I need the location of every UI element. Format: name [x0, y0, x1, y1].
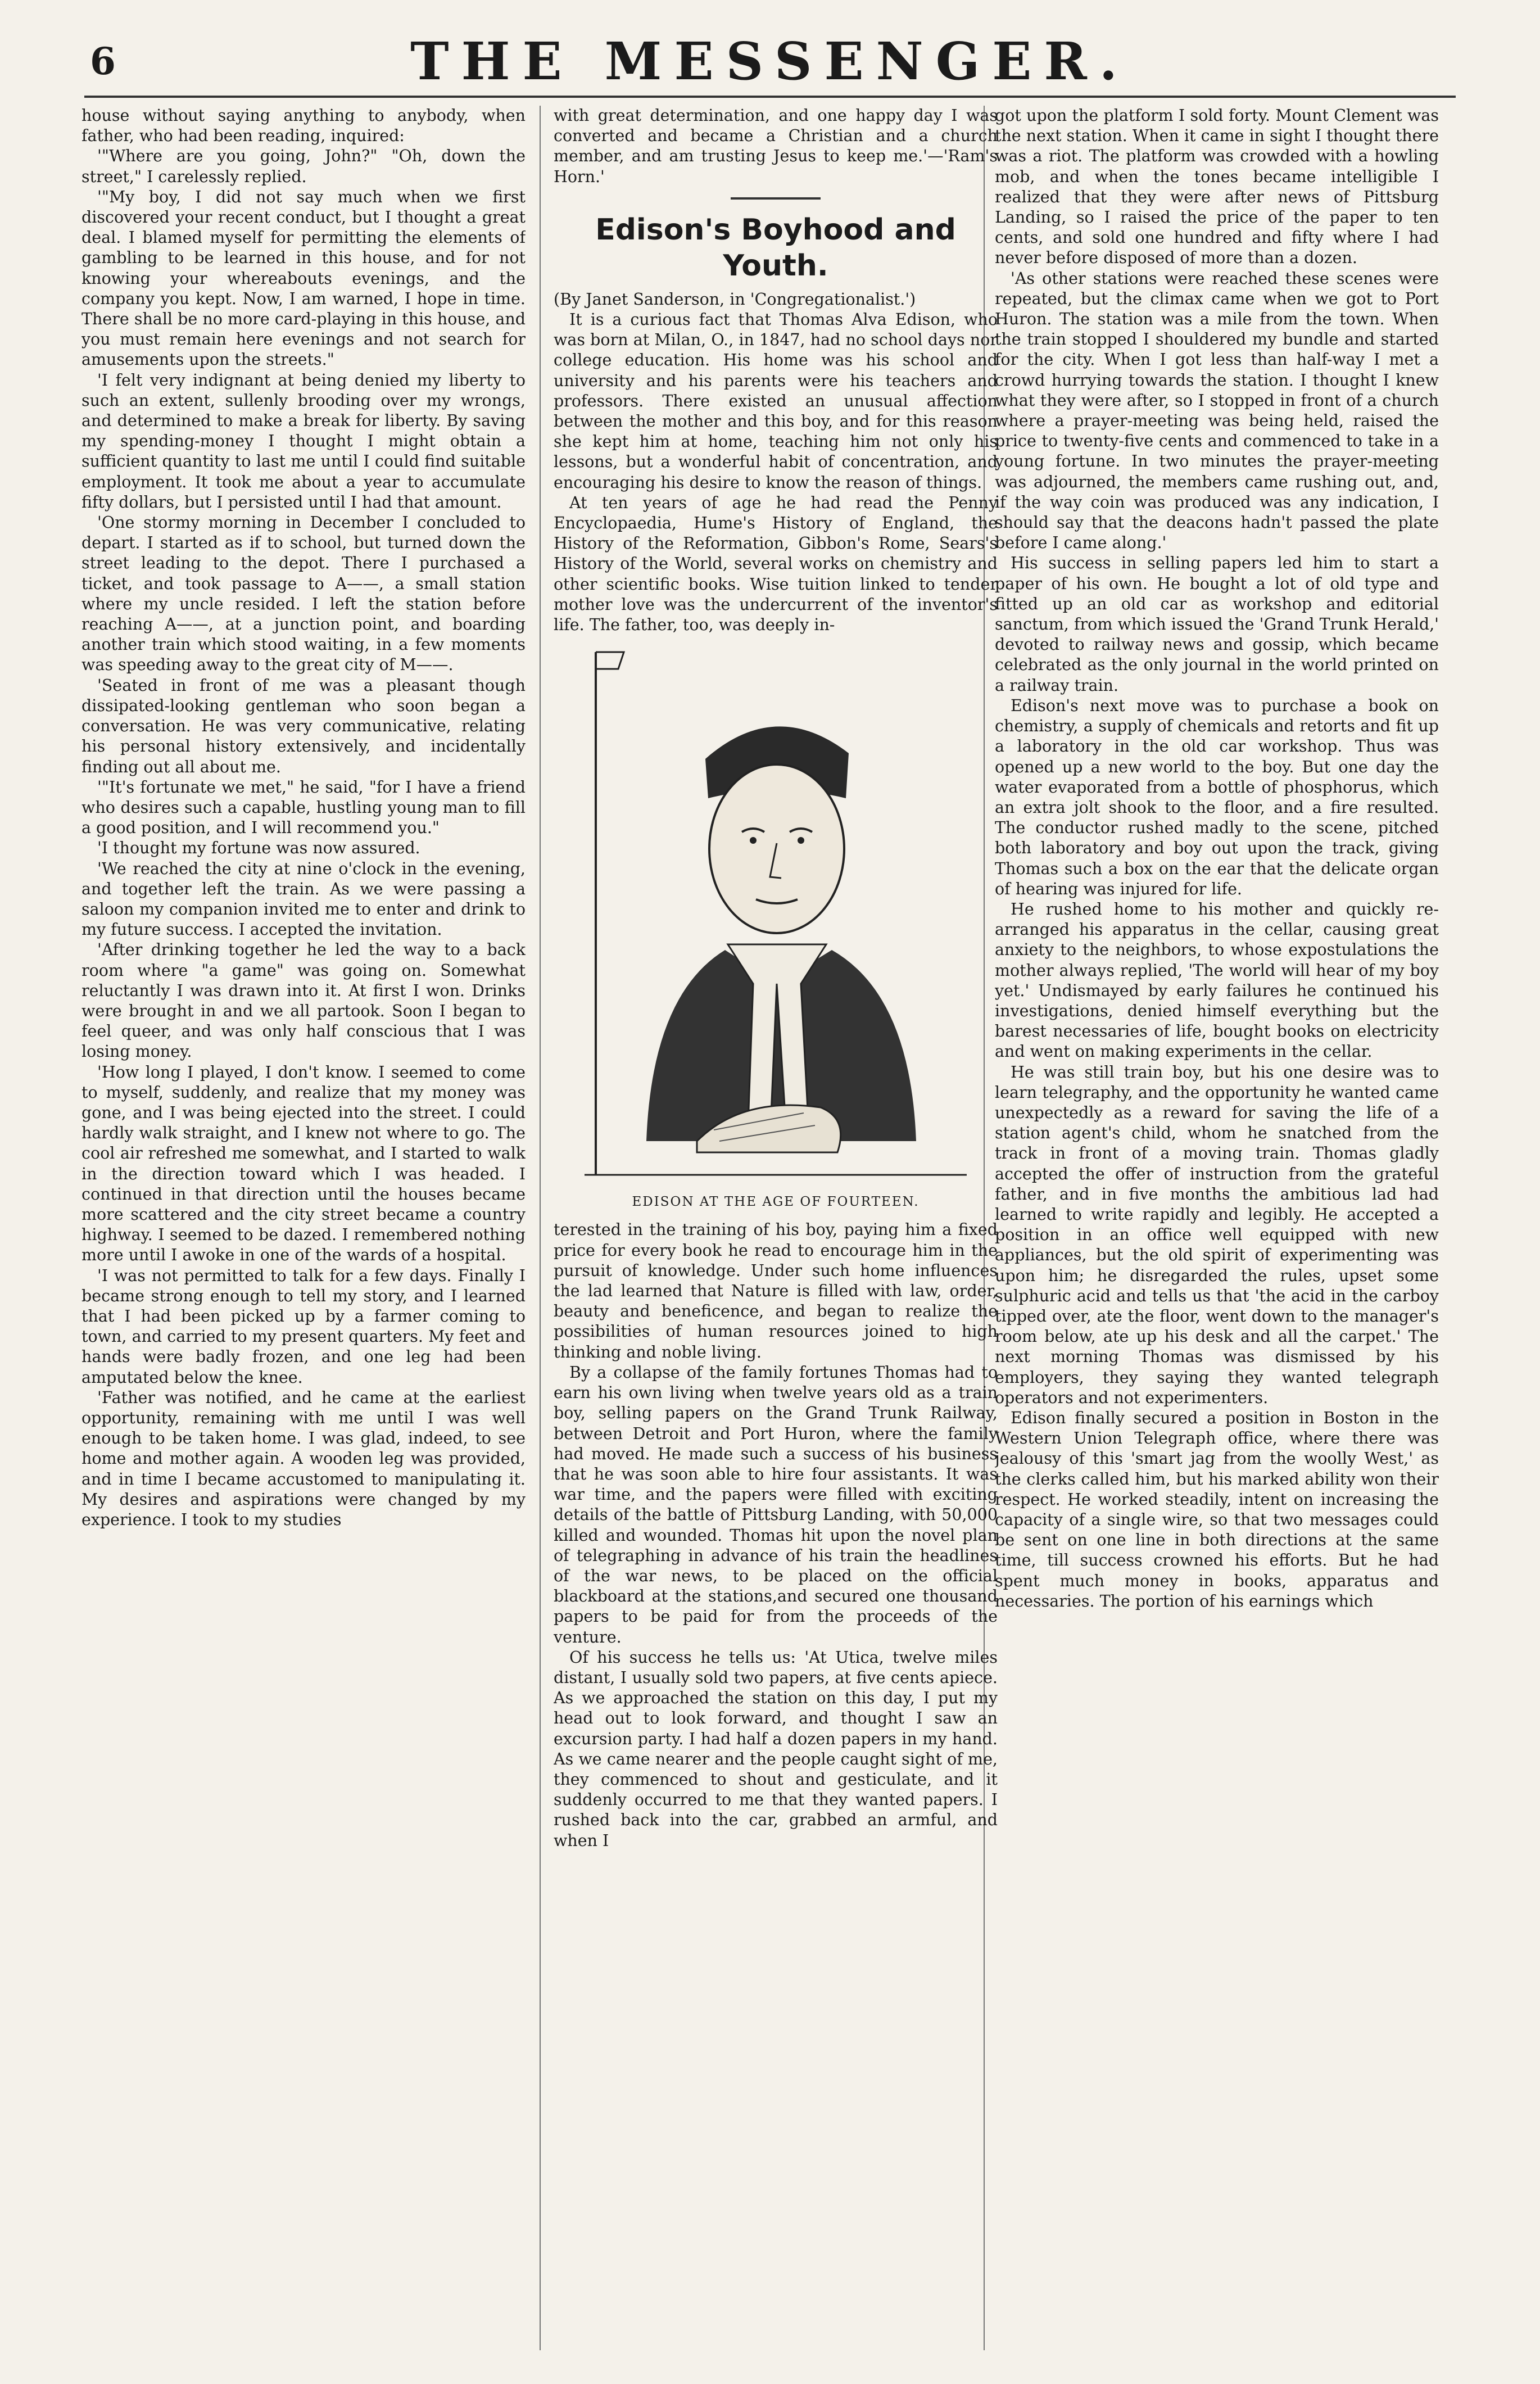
article-paragraph: got upon the platform I sold forty. Mount Clement was the next station. When it came in sight I thought there was a riot. The platform was crowded with a howling mob, and when the tones became intelligible I realized that they were after news of Pittsburg Landing, so I raised the price of the paper to ten cents, and sold one hundred and fifty where I had never before disposed of more than a dozen.	[995, 106, 1439, 268]
newspaper-title: THE MESSENGER.	[410, 31, 1130, 92]
article-paragraph: terested in the training of his boy, paying him a fixed price for every book he read to encourage him in the pursuit of knowledge. Under such home influences the lad learned that Nature is filled with law, order, beauty and beneficence, and began to realize the possibilities of human resources joined to high thinking and noble living.	[554, 1220, 998, 1361]
column-2	[554, 106, 998, 2350]
masthead	[0, 0, 1540, 98]
page-number: 6	[90, 39, 116, 83]
article-paragraph: He was still train boy, but his one desire was to learn telegraphy, and the opportunity he wanted came unexpectedly as a reward for saving the life of a station agent's child, whom he snatched from the track in front of a moving train. Thomas gladly accepted the offer of instruction from the grateful father, and in five months the ambitious lad had learned to write rapidly and legibly. He accepted a position in an office well equipped with new appliances, but the old spirit of experimenting was upon him; he disregarded the rules, upset some sulphuric acid and tells us that 'the acid in the carboy tipped over, ate the floor, went down to the manager's room below, ate up his desk and all the carpet.' The next morning Thomas was dismissed by his employers, they saying they wanted telegraph operators and not experimenters.	[995, 1062, 1439, 1407]
story-paragraph: 'After drinking together he led the way to a back room where "a game" was going on. Somewhat reluctantly I was drawn into it. At first I won. Drinks were brought in and we all partook. Soon I began to feel queer, and was only half conscious that I was losing money.	[81, 940, 526, 1061]
column-3	[995, 106, 1439, 2350]
portrait-engraving-icon	[585, 646, 967, 1186]
story-paragraph: 'We reached the city at nine o'clock in the evening, and together left the train. As we were passing a saloon my companion invited me to enter and drink to my future success. I accepted the invitation.	[81, 859, 526, 939]
story-paragraph: 'I felt very indignant at being denied my liberty to such an extent, sullenly brooding over my wrongs, and determined to make a break for liberty. By saving my spending-money I thought I might obtain a sufficient quantity to last me until I could find suitable employment. It took me about a year to accumulate fifty dollars, but I persisted until I had that amount.	[81, 370, 526, 512]
article-paragraph: By a collapse of the family fortunes Thomas had to earn his own living when twelve years old as a train boy, selling papers on the Grand Trunk Railway, between Detroit and Port Huron, where the family had moved. He made such a success of his business that he was soon able to hire four assistants. It was war time, and the papers were filled with exciting details of the battle of Pittsburg Landing, with 50,000 killed and wounded. Thomas hit upon the novel plan of telegraphing in advance of his train the headlines of the war news, to be placed on the official blackboard at the stations,and secured one thousand papers to be paid for from the proceeds of the venture.	[554, 1363, 998, 1646]
story-continuation: with great determination, and one happy day I was converted and became a Christian and a church member, and am trusting Jesus to keep me.'—'Ram's Horn.'	[554, 106, 998, 186]
article-paragraph: It is a curious fact that Thomas Alva Edison, who was born at Milan, O., in 1847, had no school days nor college education. His home was his school and university and his parents were his teachers and professors. There existed an unusual affection between the mother and this boy, and for this reason she kept him at home, teaching him not only his lessons, but a wonderful habit of concentration, and encouraging his desire to know the reason of things.	[554, 310, 998, 492]
article-paragraph: His success in selling papers led him to start a paper of his own. He bought a lot of old type and fitted up an old car as workshop and editorial sanctum, from which issued the 'Grand Trunk Herald,' devoted to railway news and gossip, which became celebrated as the only journal in the world printed on a railway train.	[995, 554, 1439, 695]
masthead-rule	[84, 96, 1456, 98]
article-paragraph: Edison's next move was to purchase a book on chemistry, a supply of chemicals and retorts and fit up a laboratory in the old car workshop. Thus was opened up a new world to the boy. But one day the water evaporated from a bottle of phosphorus, which an extra jolt shook to the floor, and a fire resulted. The conductor rushed madly to the scene, pitched both laboratory and boy out upon the track, giving Thomas such a box on the ear that the delicate organ of hearing was injured for life.	[995, 696, 1439, 898]
story-paragraph: house without saying anything to anybody, when father, who had been reading, inquired:	[81, 106, 526, 146]
article-paragraph: Edison finally secured a position in Boston in the Western Union Telegraph office, where there was jealousy of this 'smart jag from the woolly West,' as the clerks called him, but his marked ability won their respect. He worked steadily, intent on increasing the capacity of a single wire, so that two messages could be sent on one line in both directions at the same time, till success crowned his efforts. But he had spent much money in books, apparatus and necessaries. The portion of his earnings which	[995, 1409, 1439, 1611]
article-title: Edison's Boyhood and Youth.	[595, 212, 956, 283]
story-paragraph: '"My boy, I did not say much when we first discovered your recent conduct, but I thought a great deal. I blamed myself for permitting the elements of gambling to be learned in this house, and for not knowing your whereabouts evenings, and the company you kept. Now, I am warned, I hope in time. There shall be no more card-playing in this house, and you must remain here evenings and not search for amusements upon the streets."	[81, 187, 526, 369]
article-byline: (By Janet Sanderson, in 'Congregationalist.')	[554, 289, 916, 309]
article-paragraph: Of his success he tells us: 'At Utica, twelve miles distant, I usually sold two papers, at five cents apiece. As we approached the station on this day, I put my head out to look forward, and thought I saw an excursion party. I had half a dozen papers in my hand. As we came nearer and the people caught sight of me, they commenced to shout and gesticulate, and it suddenly occurred to me that they wanted papers. I rushed back into the car, grabbed an armful, and when I	[554, 1648, 998, 1850]
article-paragraph: At ten years of age he had read the Penny Encyclopaedia, Hume's History of England, the History of the Reformation, Gibbon's Rome, Sears's History of the World, several works on chemistry and other scientific books. Wise tuition linked to tender mother love was the undercurrent of the inventor's life. The father, too, was deeply in-	[554, 493, 998, 635]
story-paragraph: 'How long I played, I don't know. I seemed to come to myself, suddenly, and realize that my money was gone, and I was being ejected into the street. I could hardly walk straight, and I knew not where to go. The cool air refreshed me somewhat, and I started to walk in the direction toward which I was headed. I continued in that direction until the houses became more scattered and the city street became a country highway. I seemed to be dazed. I remembered nothing more until I awoke in one of the wards of a hospital.	[81, 1062, 526, 1265]
article-paragraph: 'As other stations were reached these scenes were repeated, but the climax came when we got to Port Huron. The station was a mile from the town. When the train stopped I shouldered my bundle and started for the city. When I got less than half-way I met a crowd hurrying towards the station. I thought I knew what they were after, so I stopped in front of a church where a prayer-meeting was being held, raised the price to twenty-five cents and commenced to take in a young fortune. In two minutes the prayer-meeting was adjourned, the members came rushing out, and, if the way coin was produced was any indication, I should say that the deacons hadn't passed the plate before I came along.'	[995, 269, 1439, 553]
section-divider	[731, 197, 821, 200]
story-paragraph: 'I thought my fortune was now assured.	[97, 839, 420, 858]
story-paragraph: 'Seated in front of me was a pleasant though dissipated-looking gentleman who soon began a conversation. He was very communicative, relating his personal history extensively, and incidentally finding out all about me.	[81, 676, 526, 776]
figure-caption: EDISON AT THE AGE OF FOURTEEN.	[632, 1195, 920, 1210]
story-paragraph: 'I was not permitted to talk for a few days. Finally I became strong enough to tell my story, and I learned that I had been picked up by a farmer coming to town, and carried to my present quarters. My feet and hands were badly frozen, and one leg had been amputated below the knee.	[81, 1266, 526, 1387]
column-1	[81, 106, 526, 2350]
story-paragraph: '"It's fortunate we met," he said, "for I have a friend who desires such a capable, hustling young man to fill a good position, and I will recommend you."	[81, 777, 526, 838]
story-paragraph: 'One stormy morning in December I concluded to depart. I started as if to school, but turned down the street leading to the depot. There I purchased a ticket, and took passage to A——, a small station where my uncle resided. I left the station before reaching A——, at a junction point, and boarding another train which stood waiting, in a few moments was speeding away to the great city of M——.	[81, 513, 526, 675]
portrait-figure	[562, 646, 989, 1212]
article-paragraph: He rushed home to his mother and quickly re-arranged his apparatus in the cellar, causing great anxiety to the neighbors, to whose expostulations the mother always replied, 'The world will hear of my boy yet.' Undismayed by early failures he continued his investigations, denied himself everything but the barest necessaries of life, bought books on electricity and went on making experiments in the cellar.	[995, 899, 1439, 1061]
column-divider	[540, 106, 541, 2350]
story-paragraph: '"Where are you going, John?" "Oh, down the street," I carelessly replied.	[81, 147, 526, 186]
story-paragraph: 'Father was notified, and he came at the earliest opportunity, remaining with me until I was well enough to be taken home. I was glad, indeed, to see home and mother again. A wooden leg was provided, and in time I became accustomed to manipulating it. My desires and aspirations were changed by my experience. I took to my studies	[81, 1388, 526, 1530]
